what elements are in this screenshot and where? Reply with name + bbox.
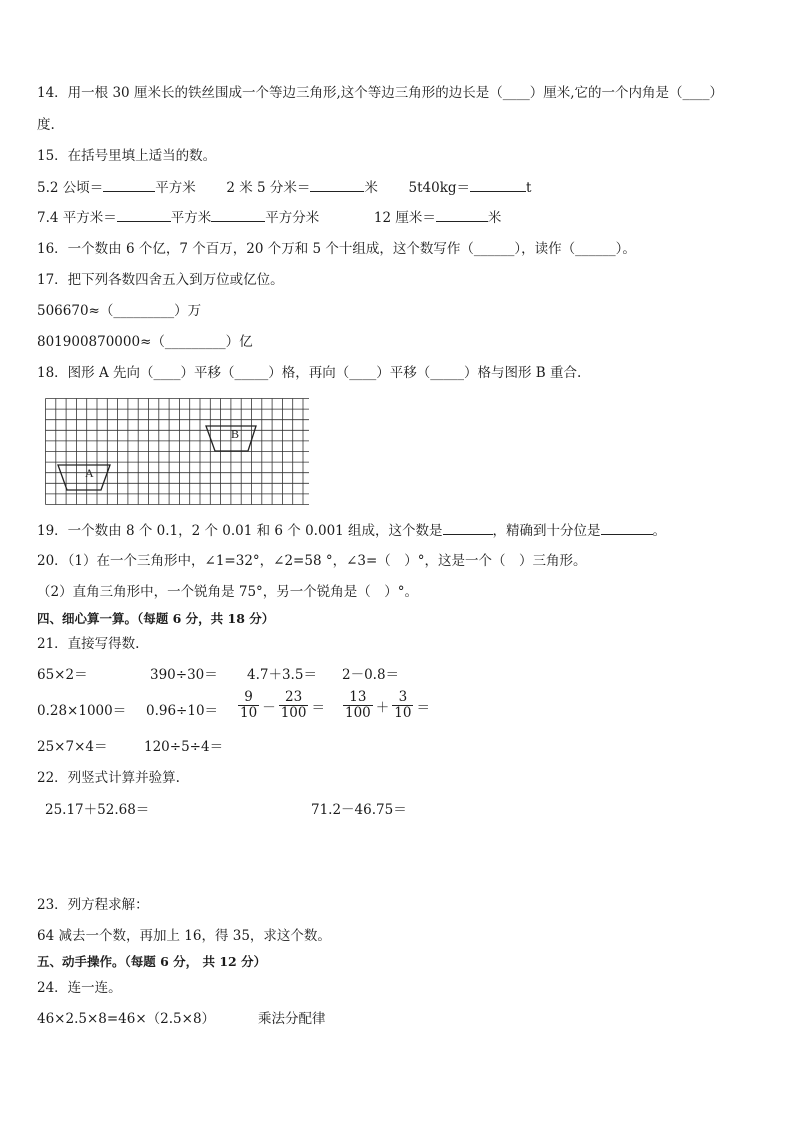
q21-r3b: 120÷5÷4＝ [144,739,224,755]
q22-title: 22．列竖式计算并验算. [37,770,180,786]
q22-b: 71.2－46.75＝ [311,802,407,818]
q15-title: 15．在括号里填上适当的数。 [37,148,217,164]
q15-r1b: 2 米 5 分米＝ [226,180,311,196]
q24-left-expression[interactable]: 46×2.5×8=46×（2.5×8） [37,1011,216,1027]
q14-line2: 度. [37,117,55,133]
q17-a: 506670≈（_________）万 [37,303,202,319]
shape-a-label: A [85,466,94,480]
grid-lines [46,399,310,505]
q15-r2b-unit: 米 [487,210,502,226]
shape-b-label: B [231,427,240,441]
q21-r1c1: 65×2＝ [37,667,88,683]
q15-r2a-unit1: 平方米 [170,210,212,226]
q23-title: 23．列方程求解： [37,897,149,913]
q21-r1c4: 2－0.8＝ [342,667,400,683]
fraction: $\frac{23}{100}$ [280,689,307,721]
section-5-title: 五、动手操作。（每题 6 分， 共 12 分） [37,954,267,969]
q20-a: 20．（1）在一个三角形中，∠1=32°，∠2=58 °，∠3=（ ）°，这是一个（ ）三角形。 [37,553,587,569]
q21-fraction-expr-2: $\frac{13}{100}$ ＋ $\frac{3}{10}$ ＝ [345,689,430,721]
q21-r2b: 0.96÷10＝ [146,703,219,719]
q19-pre: 19．一个数由 8 个 0.1，2 个 0.01 和 6 个 0.001 组成，这个数是 [37,523,443,539]
q21-r1c3: 4.7＋3.5＝ [247,667,317,683]
q24-right-law[interactable]: 乘法分配律 [258,1011,326,1027]
fraction: $\frac{9}{10}$ [240,689,258,721]
q21-title: 21．直接写得数. [37,636,140,652]
q15-r2b: 12 厘米＝ [373,210,436,226]
fraction: $\frac{13}{100}$ [345,689,371,721]
q19-post: 。 [652,523,667,539]
q15-r1a-unit: 平方米 [155,180,196,196]
q14-line1: 14．用一根 30 厘米长的铁丝围成一个等边三角形,这个等边三角形的边长是（____）厘米,它的一个内角是（____） [37,85,724,101]
answer-blank[interactable] [310,178,364,192]
q23-text: 64 减去一个数，再加上 16，得 35，求这个数。 [37,928,331,944]
answer-blank[interactable] [117,208,171,222]
q21-r1c2: 390÷30＝ [150,667,218,683]
answer-blank[interactable] [211,208,265,222]
q15-row2 [37,208,501,227]
q19-line [37,521,666,540]
answer-blank[interactable] [601,521,653,535]
fraction: $\frac{3}{10}$ [394,689,412,721]
answer-blank[interactable] [443,521,493,535]
section-4-title: 四、细心算一算。（每题 6 分，共 18 分） [37,611,275,626]
q21-r2a: 0.28×1000＝ [37,703,127,719]
q16-text: 16．一个数由 6 个亿，7 个百万，20 个万和 5 个十组成，这个数写作（______），读作（______）。 [37,241,636,257]
answer-blank[interactable] [103,178,155,192]
q15-r1c: 5t40kg＝ [408,180,471,196]
q15-row1 [37,178,531,197]
q24-title: 24．连一连。 [37,980,122,996]
q17-title: 17．把下列各数四舍五入到万位或亿位。 [37,272,284,288]
q15-r1c-unit: t [526,180,532,196]
q15-r1a: 5.2 公顷＝ [37,180,104,196]
q21-fraction-expr-1: $\frac{9}{10}$ － $\frac{23}{100}$ ＝ [240,689,325,721]
q21-r3a: 25×7×4＝ [37,739,108,755]
q17-b: 801900870000≈（_________）亿 [37,334,253,350]
q15-r1b-unit: 米 [364,180,378,196]
q15-r2a: 7.4 平方米＝ [37,210,117,226]
answer-blank[interactable] [470,178,526,192]
q15-r2a-unit2: 平方分米 [265,210,320,226]
q19-mid: ，精确到十分位是 [492,523,601,539]
q18-text: 18．图形 A 先向（____）平移（_____）格，再向（____）平移（_____）格与图形 B 重合. [37,365,582,381]
answer-blank[interactable] [436,208,488,222]
q22-a: 25.17＋52.68＝ [45,802,150,818]
translation-grid-figure [45,398,309,506]
q20-b: （2）直角三角形中，一个锐角是 75°，另一个锐角是（ ）°。 [37,584,419,600]
